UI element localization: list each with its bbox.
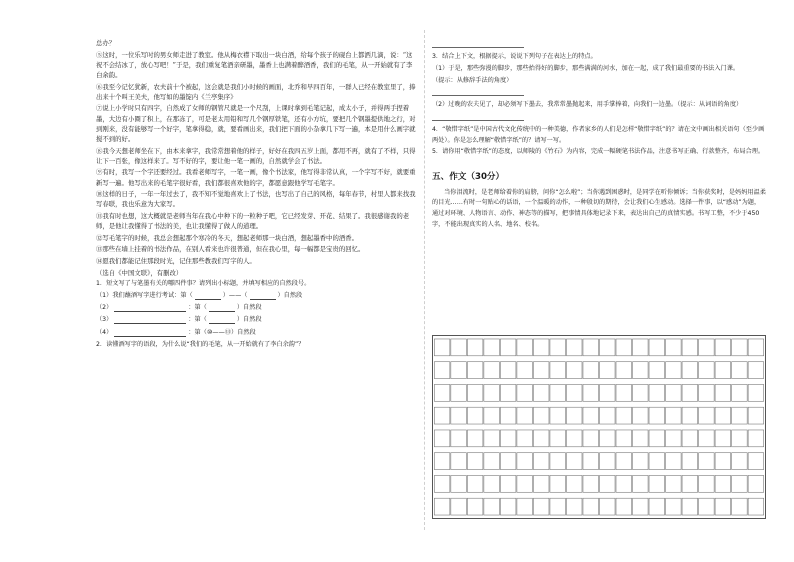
writing-grid-cell[interactable] <box>550 453 566 470</box>
left-column <box>96 38 418 352</box>
writing-grid-cell[interactable] <box>550 384 566 401</box>
writing-grid-cell[interactable] <box>666 430 682 447</box>
right-column <box>432 38 766 234</box>
fill-row <box>96 291 418 301</box>
fill-row-text: ：第（ <box>188 304 207 312</box>
answer-line[interactable] <box>432 112 524 121</box>
writing-grid-cell[interactable] <box>467 407 483 424</box>
writing-grid-cell[interactable] <box>484 430 500 447</box>
writing-grid-cell[interactable] <box>748 430 764 447</box>
passage-paragraph: ⑤这时，一位乐写吋的男女师走进了教室。他从梅衣襟下取出一块白酒，给每个孩子的砚台上都洒几滴，说：“这祝不会结冰了，放心写吧！”于是，我们重复笔酒亲研墨，墨香上也满着醉酒香，我们的毛笔，从一开始就有了李白余韵。 <box>96 50 413 79</box>
question-3-2: （2）过晚的农夫见了，却必须写下墨去，我常常墨抛起来，用手掌捧着，向我们一边墨。（提示：从词语的角度） <box>432 101 743 109</box>
writing-grid-cell[interactable] <box>517 339 533 356</box>
writing-grid-cell[interactable] <box>682 475 698 492</box>
writing-grid-cell[interactable] <box>583 384 599 401</box>
writing-grid-cell[interactable] <box>550 475 566 492</box>
writing-grid-cell[interactable] <box>500 339 516 356</box>
writing-grid-cell[interactable] <box>533 407 549 424</box>
writing-grid-cell[interactable] <box>467 453 483 470</box>
writing-grid-cell[interactable] <box>699 475 715 492</box>
writing-grid-cell[interactable] <box>649 498 665 515</box>
writing-grid-cell[interactable] <box>533 384 549 401</box>
writing-grid-cell[interactable] <box>715 430 731 447</box>
passage-paragraph: ⑭愿我们都能记住那段时光，记住那些教我们写字的人。 <box>96 256 256 265</box>
writing-grid-cell[interactable] <box>633 475 649 492</box>
answer-line[interactable] <box>432 39 524 48</box>
writing-grid[interactable] <box>432 335 766 519</box>
passage-paragraph: ⑧我今天想老师坐在下，由本来拿字，我常常想着他的样子，好好在我四五岁上面，都用不再，就有了不样，只得让下一百张，像这样来了。写不好的字，要让他一笔一画的，自然就学会了书法。 <box>96 146 416 165</box>
writing-grid-cell[interactable] <box>699 362 715 379</box>
writing-grid-cell[interactable] <box>583 339 599 356</box>
writing-grid-cell[interactable] <box>484 339 500 356</box>
question-1-answer-rows <box>96 291 418 338</box>
writing-grid-cell[interactable] <box>748 362 764 379</box>
writing-grid-cell[interactable] <box>434 430 450 447</box>
writing-grid-cell[interactable] <box>649 384 665 401</box>
writing-grid-cell[interactable] <box>715 453 731 470</box>
writing-grid-cell[interactable] <box>599 475 615 492</box>
fill-row <box>96 315 418 325</box>
writing-grid-cell[interactable] <box>583 498 599 515</box>
writing-grid-cell[interactable] <box>666 498 682 515</box>
writing-grid-cell[interactable] <box>699 453 715 470</box>
writing-grid-cell[interactable] <box>500 362 516 379</box>
writing-grid-cell[interactable] <box>616 430 632 447</box>
writing-grid-cell[interactable] <box>467 362 483 379</box>
writing-grid-cell[interactable] <box>649 362 665 379</box>
writing-grid-cell[interactable] <box>633 430 649 447</box>
writing-grid-cell[interactable] <box>566 407 582 424</box>
writing-grid-cell[interactable] <box>467 475 483 492</box>
fill-row <box>96 328 418 338</box>
writing-grid-cell[interactable] <box>451 339 467 356</box>
passage-paragraph: ⑩这样的日子，一年一年过去了，我不知不觉地喜欢上了书法，也写出了自己的风格，每年春节，村里人都来找我写春联，我也乐意为大家写。 <box>96 190 416 209</box>
fill-row <box>96 303 418 313</box>
writing-grid-cell[interactable] <box>633 339 649 356</box>
writing-grid-cell[interactable] <box>500 384 516 401</box>
writing-grid-cell[interactable] <box>533 453 549 470</box>
writing-grid-cell[interactable] <box>566 430 582 447</box>
writing-grid-cell[interactable] <box>566 453 582 470</box>
writing-grid-cell[interactable] <box>715 407 731 424</box>
writing-grid-cell[interactable] <box>666 407 682 424</box>
writing-grid-cell[interactable] <box>666 384 682 401</box>
fill-row-text: ）自然段 <box>236 304 262 312</box>
writing-grid-cell[interactable] <box>517 430 533 447</box>
column-divider <box>424 30 425 530</box>
passage-paragraph: ⑫写毛笔字的时候，我总会想起那个寒冷的冬天，想起老师那一块白酒，想起墨香中的酒香。 <box>96 233 359 242</box>
writing-grid-cell[interactable] <box>583 407 599 424</box>
writing-grid-cell[interactable] <box>566 475 582 492</box>
question-4: 4．“敬惜字纸”是中国古代文化传统中的一种美德，作者家乡的人们是怎样“敬惜字纸”的？请在文中画出相关语句（至少画两处）。你是怎么理解“敬惜字纸”的？请写一写。 <box>432 126 765 144</box>
writing-grid-cell[interactable] <box>517 475 533 492</box>
writing-grid-cell[interactable] <box>533 498 549 515</box>
writing-grid-cell[interactable] <box>451 430 467 447</box>
writing-grid-cell[interactable] <box>566 362 582 379</box>
writing-grid-cell[interactable] <box>682 362 698 379</box>
writing-grid-cell[interactable] <box>583 362 599 379</box>
writing-grid-cell[interactable] <box>633 362 649 379</box>
writing-grid-cell[interactable] <box>732 430 748 447</box>
fill-row-text: 我们蘸酒写字进行考试：第（ <box>112 292 193 300</box>
writing-grid-cell[interactable] <box>748 339 764 356</box>
writing-grid-cell[interactable] <box>599 453 615 470</box>
writing-grid-cell[interactable] <box>434 339 450 356</box>
question-3-1-hint: （提示：从修辞手法的角度） <box>432 76 513 84</box>
writing-grid-cell[interactable] <box>484 475 500 492</box>
writing-grid-cell[interactable] <box>434 407 450 424</box>
writing-grid-cell[interactable] <box>599 498 615 515</box>
writing-grid-cell[interactable] <box>583 475 599 492</box>
writing-grid-cell[interactable] <box>566 339 582 356</box>
essay-prompt: 当你泪流时，是老师给着你的肩膀，问你“怎么啦”；当你遇到困惑时，是同学在听你倾诉；当你获奖时，是妈妈用温柔的目光……有时一句贴心的话语，一个温暖的动作，一种殷切的期待，会让我们心生感动。选择一件事，以“感动”为题，通过对环境、人物语言、动作、神态等的描写，把事情具体地记录下来，表达出自己的真情实感。书写工整，不少于450字，不能出现真实的人名、地名、校名。 <box>432 188 766 228</box>
writing-grid-cell[interactable] <box>517 498 533 515</box>
question-2: 2．读懂酒写字的语段，为什么说“我们的毛笔，从一开始就有了李白余韵”？ <box>96 340 305 348</box>
writing-grid-cell[interactable] <box>633 384 649 401</box>
writing-grid-cell[interactable] <box>467 498 483 515</box>
writing-grid-cell[interactable] <box>666 475 682 492</box>
question-3: 3．结合上下文，根据提示，说说下列句子在表达上的特点。 <box>432 53 597 60</box>
passage-paragraph: 总办？ <box>96 39 116 47</box>
writing-grid-cell[interactable] <box>715 339 731 356</box>
writing-grid-cell[interactable] <box>484 384 500 401</box>
passage-paragraph: ⑨有时，我写一个字还要经过。我看老师写字，一笔一画，像个书法家，他写得非常认真，一个字写不好，就要重新写一遍。他写出来的毛笔字很好看，我们都很喜欢他的字，都愿意跟他学写毛笔字。 <box>96 168 416 187</box>
passage-paragraph: ⑥我至今记忆犹新，农夫前十个被起，这会就是我们小时候的画面，北乔和早四百年，一群人已经在教室里了，捧出来十个叫王美夫，他写如的墨锭内《兰亭集序》 <box>96 82 416 101</box>
paragraph-number-blank[interactable] <box>209 315 235 324</box>
writing-grid-cell[interactable] <box>732 339 748 356</box>
writing-grid-cell[interactable] <box>467 384 483 401</box>
writing-grid-cell[interactable] <box>434 498 450 515</box>
writing-grid-cell[interactable] <box>434 362 450 379</box>
fill-row-number: （1） <box>96 292 113 300</box>
writing-grid-cell[interactable] <box>451 498 467 515</box>
writing-grid-cell[interactable] <box>715 384 731 401</box>
writing-grid-cell[interactable] <box>500 430 516 447</box>
writing-grid-cell[interactable] <box>484 362 500 379</box>
writing-grid-cell[interactable] <box>533 339 549 356</box>
fill-row-text: ）自然段 <box>277 292 303 300</box>
writing-grid-cell[interactable] <box>649 475 665 492</box>
fill-row-text: ）自然段 <box>236 316 262 324</box>
question-5: 5．请你用“敬惜字纸”的态度，以师陵的《竹石》为内容，完成一幅硬笔书法作品，注意书写正确、行款整齐，布局合理。 <box>432 148 765 156</box>
writing-grid-cell[interactable] <box>484 407 500 424</box>
writing-grid-cell[interactable] <box>649 407 665 424</box>
writing-grid-cell[interactable] <box>616 339 632 356</box>
writing-grid-cell[interactable] <box>682 384 698 401</box>
writing-grid-cell[interactable] <box>451 407 467 424</box>
writing-grid-cell[interactable] <box>434 453 450 470</box>
writing-grid-cell[interactable] <box>517 407 533 424</box>
fill-row-number: （4） <box>96 328 113 336</box>
writing-grid-cell[interactable] <box>699 339 715 356</box>
section-title-composition: 五、作文（30分） <box>432 171 505 182</box>
fill-row-number: （3） <box>96 316 113 324</box>
writing-grid-cell[interactable] <box>748 384 764 401</box>
passage-paragraph: （选自《中国文联》，有删改） <box>96 268 183 277</box>
fill-row-text: ：第（ <box>188 316 207 324</box>
writing-grid-cell[interactable] <box>451 475 467 492</box>
passage-paragraph: ⑬那些在墙上挂着的书法作品，在别人看来也许很普通，但在我心里，每一幅都是宝贵的回忆。 <box>96 245 365 254</box>
writing-grid-cell[interactable] <box>666 453 682 470</box>
writing-grid-cell[interactable] <box>484 498 500 515</box>
writing-grid-cell[interactable] <box>467 339 483 356</box>
title-blank[interactable] <box>114 328 186 337</box>
writing-grid-cell[interactable] <box>616 453 632 470</box>
writing-grid-cell[interactable] <box>451 362 467 379</box>
writing-grid-cell[interactable] <box>633 407 649 424</box>
writing-grid-cell[interactable] <box>434 475 450 492</box>
writing-grid-cell[interactable] <box>682 430 698 447</box>
writing-grid-cell[interactable] <box>599 362 615 379</box>
writing-grid-cell[interactable] <box>517 362 533 379</box>
writing-grid-cell[interactable] <box>699 384 715 401</box>
fill-row-number: （2） <box>96 304 113 312</box>
writing-grid-cell[interactable] <box>500 475 516 492</box>
writing-grid-cell[interactable] <box>732 498 748 515</box>
question-1: 1．短文写了与笔墨有关的哪四件事？请列出小标题，并填写相应的自然段号。 <box>96 280 311 288</box>
writing-grid-cell[interactable] <box>566 498 582 515</box>
writing-grid-cell[interactable] <box>715 498 731 515</box>
writing-grid-cell[interactable] <box>715 362 731 379</box>
writing-grid-cell[interactable] <box>550 430 566 447</box>
writing-grid-cell[interactable] <box>599 430 615 447</box>
writing-grid-cell[interactable] <box>666 362 682 379</box>
writing-grid-cell[interactable] <box>732 453 748 470</box>
writing-grid-cell[interactable] <box>748 498 764 515</box>
writing-grid-cell[interactable] <box>500 498 516 515</box>
reading-passage <box>96 38 418 278</box>
title-blank[interactable] <box>114 315 186 324</box>
writing-grid-lines <box>434 339 763 515</box>
paragraph-number-blank[interactable] <box>250 291 276 300</box>
writing-grid-cell[interactable] <box>748 407 764 424</box>
writing-grid-cell[interactable] <box>583 430 599 447</box>
writing-grid-cell[interactable] <box>566 384 582 401</box>
paragraph-number-blank[interactable] <box>195 291 221 300</box>
writing-grid-cell[interactable] <box>517 384 533 401</box>
writing-grid-cell[interactable] <box>616 498 632 515</box>
writing-grid-cell[interactable] <box>616 407 632 424</box>
fill-row-text: ：第（⑩——⑬）自然段 <box>188 328 256 336</box>
writing-grid-cell[interactable] <box>533 430 549 447</box>
writing-grid-cell[interactable] <box>599 384 615 401</box>
writing-grid-cell[interactable] <box>633 498 649 515</box>
writing-grid-cell[interactable] <box>633 453 649 470</box>
writing-grid-cell[interactable] <box>533 475 549 492</box>
writing-grid-cell[interactable] <box>732 475 748 492</box>
writing-grid-cell[interactable] <box>451 384 467 401</box>
writing-grid-cell[interactable] <box>699 407 715 424</box>
writing-grid-cell[interactable] <box>434 384 450 401</box>
writing-grid-cell[interactable] <box>484 453 500 470</box>
writing-grid-cell[interactable] <box>451 453 467 470</box>
writing-grid-cell[interactable] <box>550 498 566 515</box>
writing-grid-cell[interactable] <box>517 453 533 470</box>
writing-grid-cell[interactable] <box>682 453 698 470</box>
writing-grid-cell[interactable] <box>599 339 615 356</box>
fill-row-text: ）——（ <box>222 292 248 300</box>
paragraph-number-blank[interactable] <box>209 303 235 312</box>
writing-grid-cell[interactable] <box>682 339 698 356</box>
writing-grid-cell[interactable] <box>649 339 665 356</box>
writing-grid-cell[interactable] <box>533 362 549 379</box>
writing-grid-cell[interactable] <box>666 339 682 356</box>
writing-grid-cell[interactable] <box>732 384 748 401</box>
writing-grid-cell[interactable] <box>649 430 665 447</box>
writing-grid-cell[interactable] <box>748 475 764 492</box>
writing-grid-cell[interactable] <box>732 407 748 424</box>
writing-grid-cell[interactable] <box>649 453 665 470</box>
question-3-1: （1）于是，那些弥漫的脚步，那些抬得好的脚步，那些满满的河水，加在一起，成了我们最重要的书法入门课。 <box>432 64 740 72</box>
writing-grid-cell[interactable] <box>583 453 599 470</box>
writing-grid-cell[interactable] <box>550 339 566 356</box>
writing-grid-cell[interactable] <box>500 407 516 424</box>
answer-line[interactable] <box>432 87 524 96</box>
writing-grid-cell[interactable] <box>550 407 566 424</box>
writing-grid-cell[interactable] <box>500 453 516 470</box>
writing-grid-cell[interactable] <box>699 498 715 515</box>
writing-grid-cell[interactable] <box>616 362 632 379</box>
writing-grid-cell[interactable] <box>699 430 715 447</box>
writing-grid-cell[interactable] <box>732 362 748 379</box>
writing-grid-cell[interactable] <box>682 407 698 424</box>
writing-grid-cell[interactable] <box>616 475 632 492</box>
writing-grid-cell[interactable] <box>616 384 632 401</box>
writing-grid-cell[interactable] <box>682 498 698 515</box>
passage-paragraph: ⑦说上小学时只有四字，自然成了女师的钢管尺就是一个尺刮，上课时拿到毛笔记起，成太小子，并得两手捏着墨，大边有小圈了积上，在那冻了，可是老太用铅和写几个钢厚铁笔，还有小方坑，要把几个钢墨提供地之行，对到刚来，没有能够写一个好字，笔拿得稳，就，要看画出来，我们把下面的小杂拿几下写一遍，本是用什么画字就搅不到的好。 <box>96 104 416 143</box>
writing-grid-cell[interactable] <box>467 430 483 447</box>
passage-paragraph: ⑪我有时也想，这大概就是老师当年在我心中种下的一粒种子吧，它已经发芽、开花、结果了。我很感谢我的老师，是他让我懂得了书法的美，也让我懂得了做人的道理。 <box>96 211 410 231</box>
writing-grid-cell[interactable] <box>550 362 566 379</box>
title-blank[interactable] <box>114 303 186 312</box>
writing-grid-cell[interactable] <box>599 407 615 424</box>
writing-grid-cell[interactable] <box>715 475 731 492</box>
writing-grid-cell[interactable] <box>748 453 764 470</box>
